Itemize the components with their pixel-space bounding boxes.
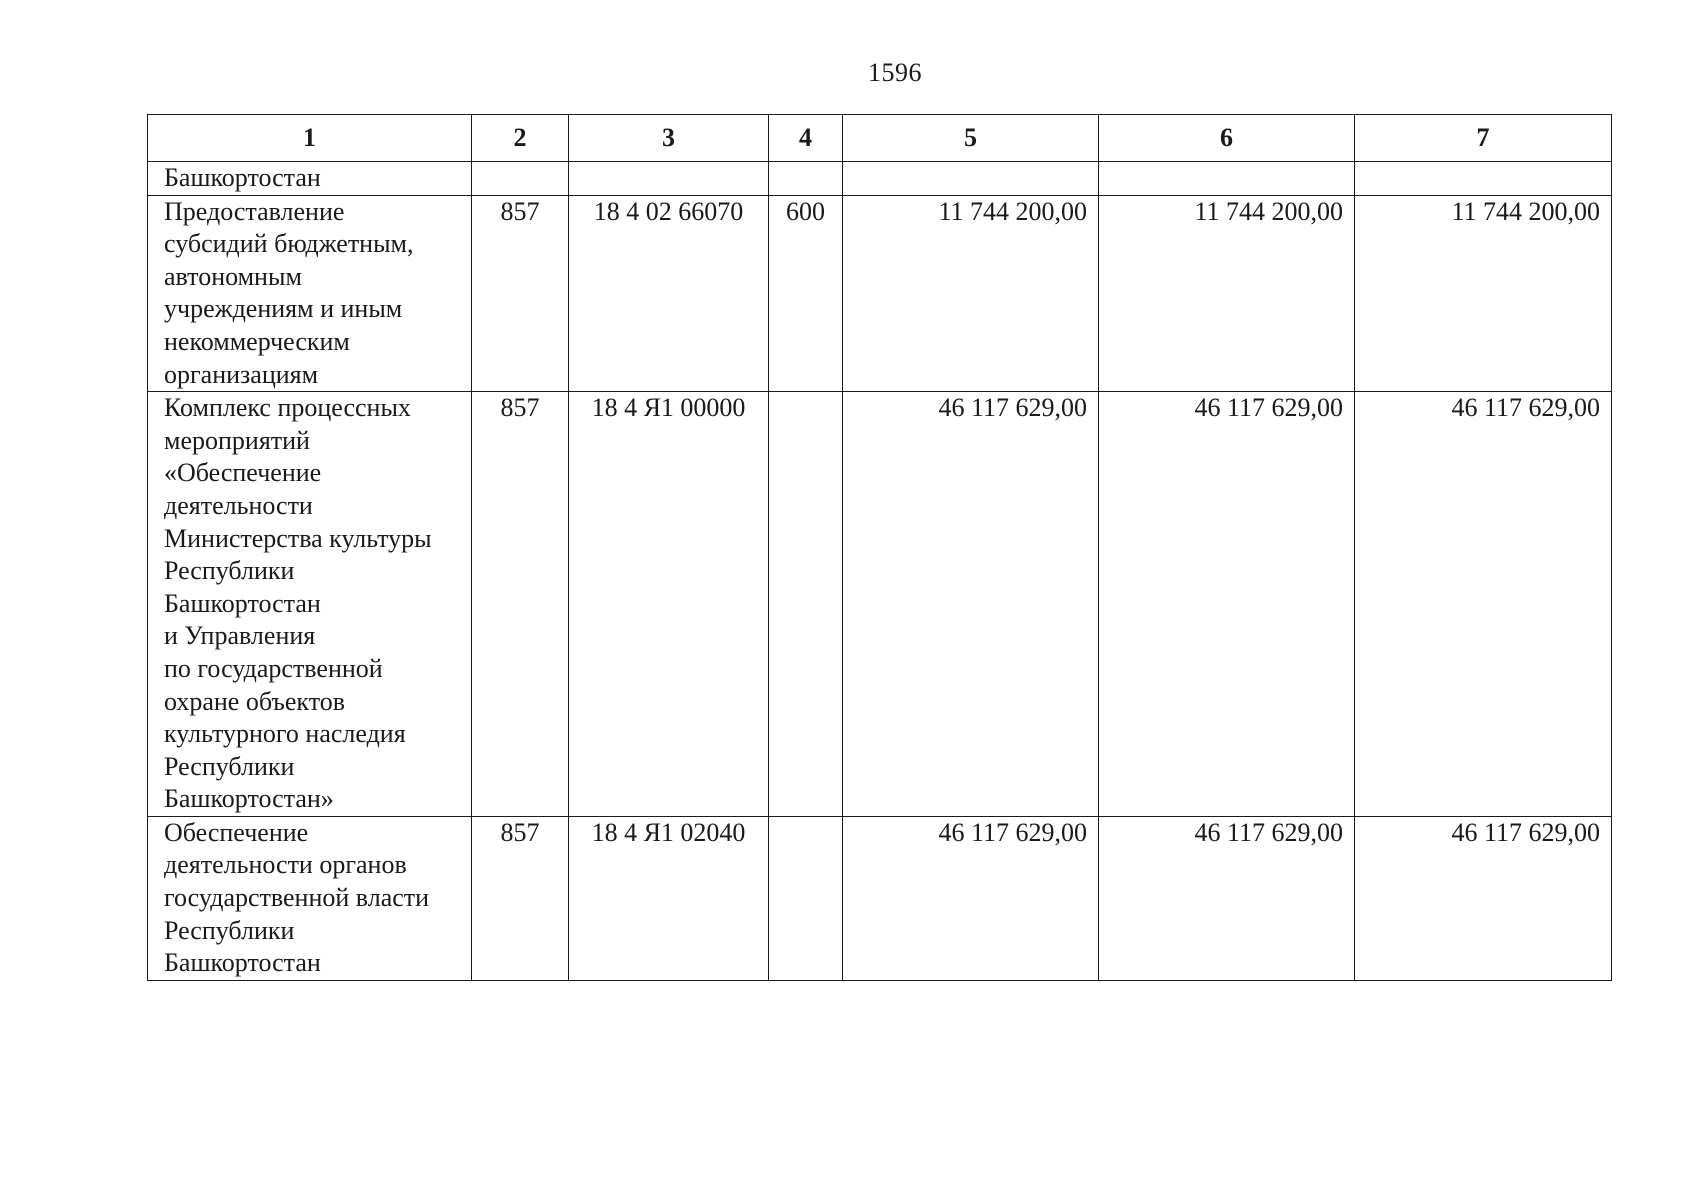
column-header-3: 3 <box>569 115 769 162</box>
admin-code-cell: 857 <box>472 816 569 980</box>
item-name-line: культурного наследия <box>164 719 406 749</box>
amount-year1-cell: 11 744 200,00 <box>843 195 1099 392</box>
amount-year2-cell <box>1099 162 1355 196</box>
item-name-line: Республики <box>164 751 295 781</box>
amount-year2-cell: 46 117 629,00 <box>1099 392 1355 817</box>
item-name-cell <box>148 162 472 196</box>
amount-year1-cell: 46 117 629,00 <box>843 816 1099 980</box>
item-name-cell <box>148 816 472 980</box>
item-name-line: мероприятий <box>164 425 310 455</box>
amount-year1-cell <box>843 162 1099 196</box>
budget-table <box>147 114 1612 981</box>
item-name-line: государственной власти <box>164 883 430 913</box>
amount-year2-cell: 46 117 629,00 <box>1099 816 1355 980</box>
column-header-4: 4 <box>769 115 843 162</box>
item-name-line: учреждениям и иным <box>164 294 403 324</box>
item-name-line: Обеспечение <box>164 817 309 847</box>
amount-year3-cell <box>1355 162 1612 196</box>
table-row <box>148 392 1612 817</box>
admin-code-cell: 857 <box>472 392 569 817</box>
page-number: 1596 <box>868 58 922 87</box>
item-name-cell <box>148 392 472 817</box>
expense-type-cell <box>769 392 843 817</box>
expense-type-cell <box>769 816 843 980</box>
admin-code-cell: 857 <box>472 195 569 392</box>
item-name-line: Министерства культуры <box>164 523 432 553</box>
amount-year1-cell: 46 117 629,00 <box>843 392 1099 817</box>
item-name-line: Башкортостан <box>164 163 321 192</box>
item-name-line: охране объектов <box>164 686 345 716</box>
column-header-7: 7 <box>1355 115 1612 162</box>
amount-year3-cell: 46 117 629,00 <box>1355 392 1612 817</box>
expense-type-cell <box>769 162 843 196</box>
target-article-cell: 18 4 Я1 00000 <box>569 392 769 817</box>
item-name-line: Башкортостан <box>164 948 321 978</box>
table-row <box>148 816 1612 980</box>
amount-year2-cell: 11 744 200,00 <box>1099 195 1355 392</box>
header-row <box>148 115 1612 162</box>
item-name-line: деятельности органов <box>164 850 407 880</box>
target-article-cell <box>569 162 769 196</box>
amount-year3-cell: 11 744 200,00 <box>1355 195 1612 392</box>
item-name-line: субсидий бюджетным, <box>164 229 414 259</box>
expense-type-cell: 600 <box>769 195 843 392</box>
item-name-line: автономным <box>164 261 302 291</box>
item-name-line: Комплекс процессных <box>164 393 411 423</box>
table-row <box>148 162 1612 196</box>
item-name-line: Башкортостан <box>164 588 321 618</box>
column-header-2: 2 <box>472 115 569 162</box>
item-name-line: Республики <box>164 915 295 945</box>
column-header-1: 1 <box>148 115 472 162</box>
column-header-6: 6 <box>1099 115 1355 162</box>
target-article-cell: 18 4 Я1 02040 <box>569 816 769 980</box>
item-name-line: Предоставление <box>164 196 345 226</box>
item-name-line: организациям <box>164 359 319 389</box>
item-name-line: «Обеспечение <box>164 458 322 488</box>
item-name-line: по государственной <box>164 653 383 683</box>
item-name-line: Республики <box>164 556 295 586</box>
item-name-line: и Управления <box>164 621 316 651</box>
table-body <box>148 162 1612 981</box>
item-name-line: деятельности <box>164 490 313 520</box>
amount-year3-cell: 46 117 629,00 <box>1355 816 1612 980</box>
column-header-5: 5 <box>843 115 1099 162</box>
item-name-line: Башкортостан» <box>164 784 334 814</box>
table-row <box>148 195 1612 392</box>
item-name-cell <box>148 195 472 392</box>
item-name-line: некоммерческим <box>164 326 350 356</box>
target-article-cell: 18 4 02 66070 <box>569 195 769 392</box>
admin-code-cell <box>472 162 569 196</box>
